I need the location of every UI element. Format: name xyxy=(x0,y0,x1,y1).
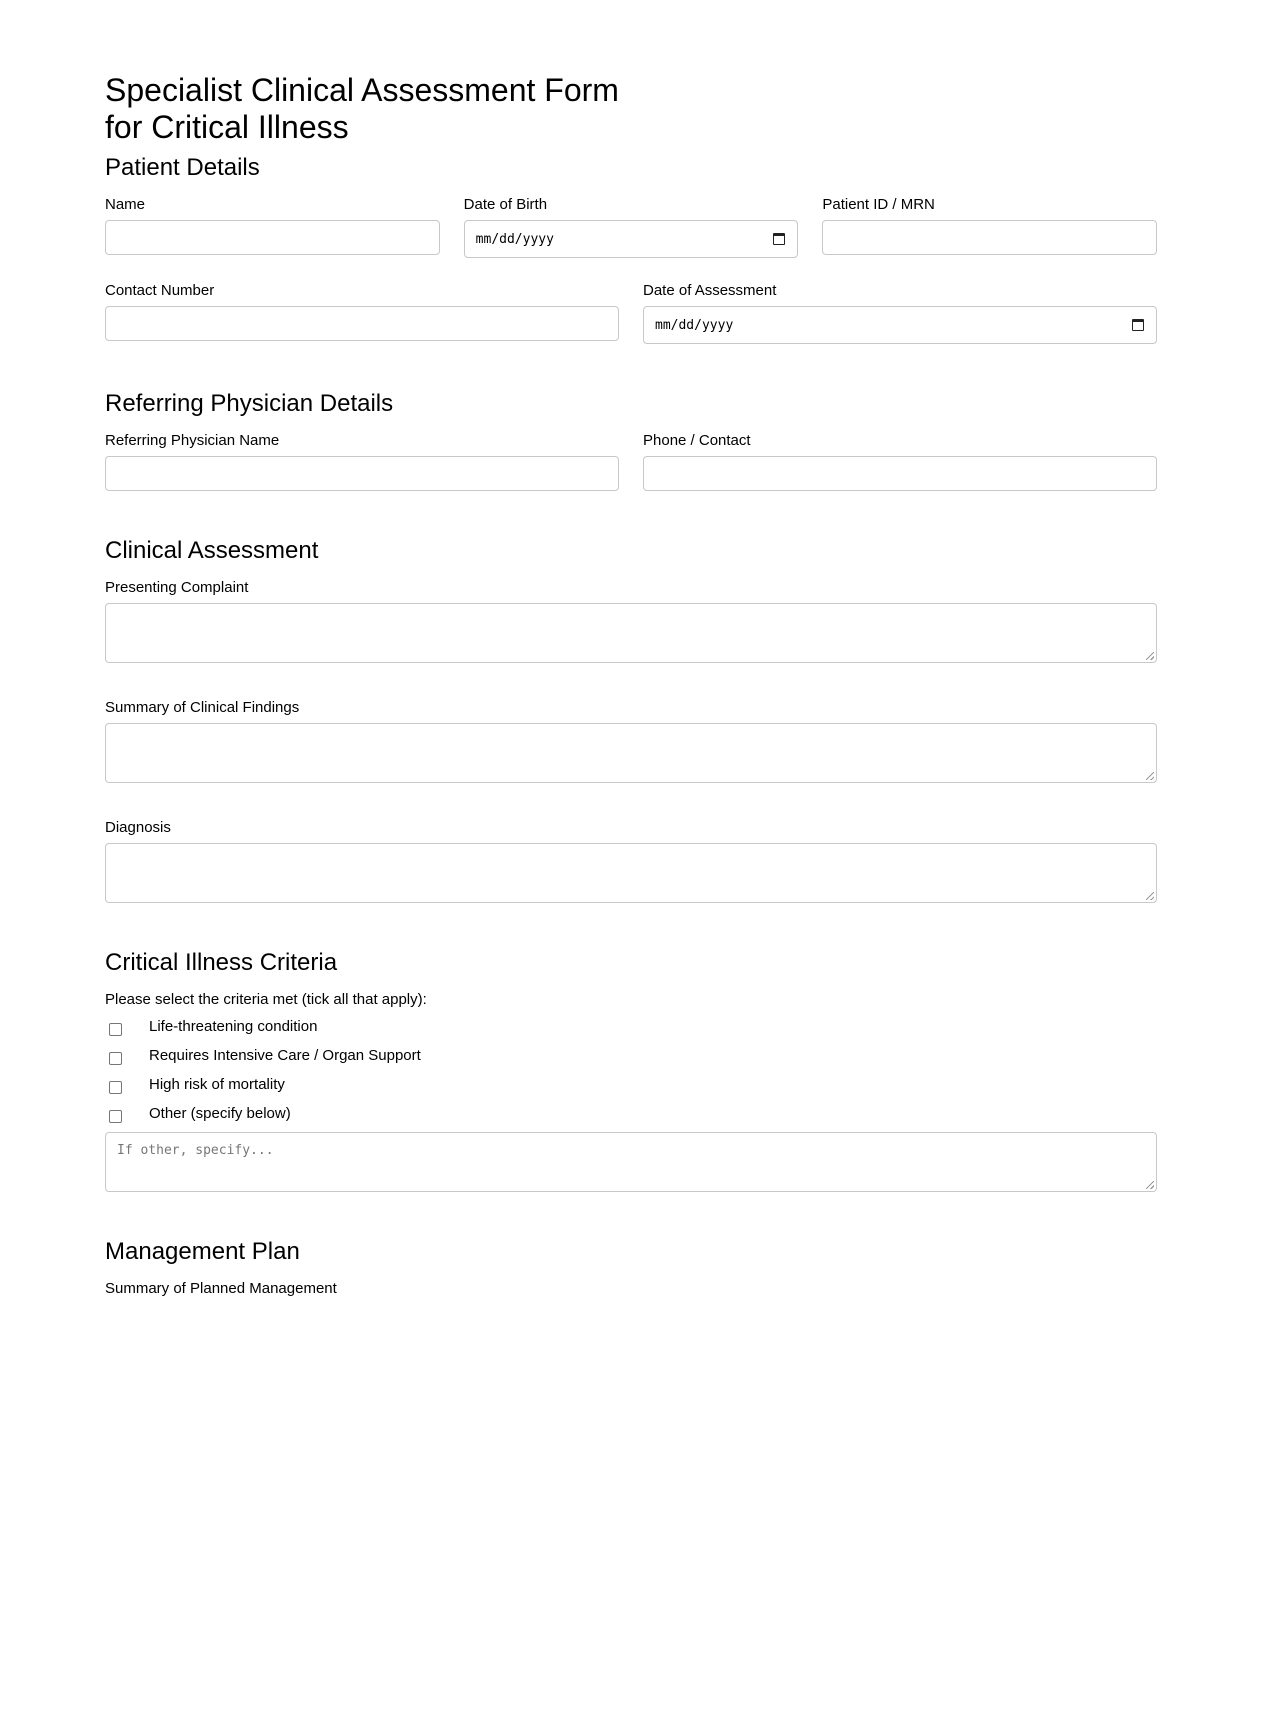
management-plan-section xyxy=(105,1238,1157,1299)
assessment-date-field-group xyxy=(643,282,1157,344)
clinical-assessment-section xyxy=(105,537,1157,903)
clinical-assessment-heading: Clinical Assessment xyxy=(105,537,319,564)
assessment-date-value: mm/dd/yyyy xyxy=(655,317,734,333)
referring-physician-heading: Referring Physician Details xyxy=(105,390,394,417)
patient-details-heading: Patient Details xyxy=(105,154,260,181)
life-threatening-label[interactable]: Life-threatening condition xyxy=(149,1018,318,1035)
referring-phone-label: Phone / Contact xyxy=(643,432,751,449)
referring-name-field-group xyxy=(105,432,619,491)
resize-handle-icon[interactable] xyxy=(1146,652,1154,660)
assessment-date-label: Date of Assessment xyxy=(643,282,777,299)
patient-details-section xyxy=(105,154,1157,344)
criteria-instruction: Please select the criteria met (tick all that apply): xyxy=(105,991,427,1008)
diagnosis-label: Diagnosis xyxy=(105,819,171,836)
patient-id-field-group xyxy=(822,196,1157,258)
life-threatening-checkbox[interactable] xyxy=(109,1023,122,1036)
clinical-findings-label: Summary of Clinical Findings xyxy=(105,699,300,716)
referring-phone-field-group xyxy=(643,432,1157,491)
contact-number-input[interactable] xyxy=(105,306,619,341)
calendar-icon[interactable] xyxy=(1132,319,1144,331)
presenting-complaint-label: Presenting Complaint xyxy=(105,579,249,596)
criteria-option-intensive-care[interactable] xyxy=(105,1041,1157,1070)
page-title: Specialist Clinical Assessment Form for Critical Illness xyxy=(105,72,619,145)
other-specify-textarea[interactable] xyxy=(105,1132,1157,1192)
dob-label: Date of Birth xyxy=(463,196,548,213)
referring-phone-input[interactable] xyxy=(643,456,1157,491)
presenting-complaint-textarea[interactable] xyxy=(105,603,1157,663)
criteria-option-high-mortality[interactable] xyxy=(105,1070,1157,1099)
dob-date-input[interactable] xyxy=(464,220,799,258)
other-checkbox[interactable] xyxy=(109,1110,122,1123)
critical-criteria-heading: Critical Illness Criteria xyxy=(105,949,338,976)
dob-date-value: mm/dd/yyyy xyxy=(475,231,554,247)
contact-number-label: Contact Number xyxy=(105,282,215,299)
intensive-care-label[interactable]: Requires Intensive Care / Organ Support xyxy=(149,1047,421,1064)
resize-handle-icon[interactable] xyxy=(1146,1181,1154,1189)
referring-name-label: Referring Physician Name xyxy=(105,432,280,449)
resize-handle-icon[interactable] xyxy=(1146,892,1154,900)
calendar-icon[interactable] xyxy=(773,233,785,245)
critical-criteria-section xyxy=(105,949,1157,1192)
planned-management-label: Summary of Planned Management xyxy=(105,1280,337,1297)
form-container xyxy=(105,72,1157,1299)
other-label[interactable]: Other (specify below) xyxy=(149,1105,291,1122)
high-mortality-checkbox[interactable] xyxy=(109,1081,122,1094)
patient-id-label: Patient ID / MRN xyxy=(822,196,935,213)
clinical-findings-textarea[interactable] xyxy=(105,723,1157,783)
dob-field-group xyxy=(464,196,799,258)
name-input[interactable] xyxy=(105,220,440,255)
name-field-group xyxy=(105,196,440,258)
high-mortality-label[interactable]: High risk of mortality xyxy=(149,1076,285,1093)
assessment-date-input[interactable] xyxy=(643,306,1157,344)
resize-handle-icon[interactable] xyxy=(1146,772,1154,780)
contact-field-group xyxy=(105,282,619,344)
management-plan-heading: Management Plan xyxy=(105,1238,300,1265)
referring-name-input[interactable] xyxy=(105,456,619,491)
referring-physician-section xyxy=(105,390,1157,491)
other-specify-placeholder: If other, specify... xyxy=(117,1143,274,1158)
diagnosis-textarea[interactable] xyxy=(105,843,1157,903)
criteria-option-life-threatening[interactable] xyxy=(105,1012,1157,1041)
name-label: Name xyxy=(105,196,146,213)
criteria-option-other[interactable] xyxy=(105,1099,1157,1128)
intensive-care-checkbox[interactable] xyxy=(109,1052,122,1065)
patient-id-input[interactable] xyxy=(822,220,1157,255)
